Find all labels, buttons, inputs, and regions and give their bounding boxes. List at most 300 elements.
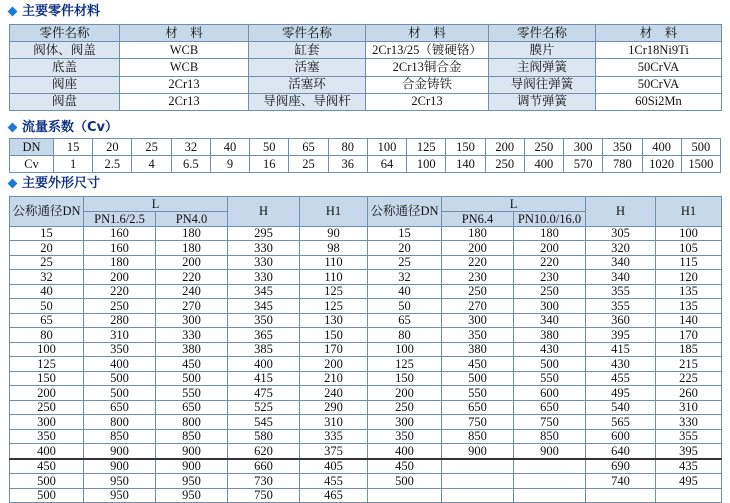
l-pn-subheader-cell: PN6.4 (442, 211, 514, 226)
dim-value-cell: 180 (84, 255, 156, 270)
dim-value-cell: 210 (300, 371, 368, 386)
dim-value-cell: 540 (586, 400, 656, 415)
dn-cell: 15 (10, 226, 84, 241)
dim-value-cell: 270 (156, 299, 228, 314)
material-cell: 2Cr13 (366, 93, 489, 110)
dim-value-cell: 355 (586, 299, 656, 314)
dim-value-cell: 350 (228, 313, 300, 328)
dim-value-cell: 220 (442, 255, 514, 270)
dim-value-cell: 415 (228, 371, 300, 386)
materials-header-row (10, 25, 722, 42)
dn-cell: 450 (10, 459, 84, 474)
dim-value-cell: 380 (442, 342, 514, 357)
dim-value-cell: 110 (300, 270, 368, 285)
diamond-bullet-icon (8, 122, 18, 132)
cv-value-cell: 16 (250, 156, 289, 173)
part-name-cell: 活塞 (249, 59, 366, 76)
dim-value-cell: 850 (84, 429, 156, 444)
cv-label-cell: Cv (10, 156, 54, 173)
dn-value-cell: 300 (564, 139, 603, 156)
dn-cell: 350 (368, 429, 442, 444)
dim-value-cell (442, 474, 514, 489)
dims-row (10, 226, 722, 241)
cv-value-cell: 36 (328, 156, 367, 173)
dn-cell: 300 (368, 415, 442, 430)
dim-value-cell: 950 (156, 474, 228, 489)
dn-cell: 20 (10, 241, 84, 256)
dims-row (10, 488, 722, 503)
dim-value-cell: 500 (84, 371, 156, 386)
dim-value-cell: 355 (586, 284, 656, 299)
dn-cell: 150 (368, 371, 442, 386)
dim-value-cell: 650 (514, 400, 586, 415)
dim-value-cell: 650 (442, 400, 514, 415)
dn-header-cell: 公称通径DN (10, 197, 84, 227)
dn-value-cell: 250 (524, 139, 563, 156)
dn-cell: 300 (10, 415, 84, 430)
dn-value-cell: 500 (681, 139, 720, 156)
dim-value-cell: 580 (228, 429, 300, 444)
dim-value-cell: 330 (156, 328, 228, 343)
material-cell: 2Cr13铜合金 (366, 59, 489, 76)
cv-value-cell: 2.5 (93, 156, 132, 173)
dimensions-table (9, 196, 722, 503)
materials-table (9, 24, 722, 111)
dim-value-cell: 240 (300, 386, 368, 401)
l-pn-subheader-cell: PN10.0/16.0 (514, 211, 586, 226)
dim-value-cell: 310 (656, 400, 722, 415)
dim-value-cell: 500 (442, 371, 514, 386)
part-name-cell: 阀座 (10, 76, 120, 93)
materials-header-cell: 零件名称 (249, 25, 366, 42)
dims-title-text: 主要外形尺寸 (22, 176, 101, 191)
dn-value-cell: 32 (171, 139, 210, 156)
dim-value-cell: 170 (300, 342, 368, 357)
materials-header-cell: 材 料 (596, 25, 722, 42)
dim-value-cell: 360 (586, 313, 656, 328)
dn-value-cell: 200 (485, 139, 524, 156)
dim-value-cell: 900 (84, 444, 156, 459)
material-cell: 50CrVA (596, 59, 722, 76)
diamond-bullet-icon (8, 178, 18, 188)
h-header-cell: H (228, 197, 300, 227)
dim-value-cell: 250 (84, 299, 156, 314)
dim-value-cell: 200 (300, 357, 368, 372)
dim-value-cell: 850 (514, 429, 586, 444)
dn-label-cell: DN (10, 139, 54, 156)
dn-cell: 80 (10, 328, 84, 343)
dim-value-cell: 500 (156, 371, 228, 386)
dim-value-cell: 330 (228, 241, 300, 256)
cv-value-cell: 140 (446, 156, 485, 173)
dn-cell: 350 (10, 429, 84, 444)
dims-row (10, 255, 722, 270)
dim-value-cell: 200 (514, 241, 586, 256)
dim-value-cell: 385 (228, 342, 300, 357)
dim-value-cell: 495 (656, 474, 722, 489)
dn-value-cell: 80 (328, 139, 367, 156)
dn-cell: 15 (368, 226, 442, 241)
dim-value-cell: 400 (84, 357, 156, 372)
dim-value-cell: 380 (514, 328, 586, 343)
material-cell: 2Cr13 (120, 76, 249, 93)
dim-value-cell: 600 (514, 386, 586, 401)
dim-value-cell: 295 (228, 226, 300, 241)
dim-value-cell: 500 (84, 386, 156, 401)
dn-value-cell: 400 (642, 139, 681, 156)
dim-value-cell: 300 (156, 313, 228, 328)
dn-cell: 65 (368, 313, 442, 328)
dim-value-cell: 900 (156, 444, 228, 459)
material-cell: 合金铸铁 (366, 76, 489, 93)
dims-row (10, 444, 722, 459)
dn-value-cell: 20 (93, 139, 132, 156)
cv-value-cell: 4 (132, 156, 171, 173)
dim-value-cell: 180 (514, 226, 586, 241)
dim-value-cell: 525 (228, 400, 300, 415)
dim-value-cell: 180 (442, 226, 514, 241)
flow-section-title (6, 120, 118, 136)
dims-row (10, 241, 722, 256)
material-cell: 60Si2Mn (596, 93, 722, 110)
dn-row (10, 139, 721, 156)
part-name-cell: 阀体、阀盖 (10, 42, 120, 59)
dim-value-cell: 950 (156, 488, 228, 503)
dims-section-title (6, 176, 100, 192)
materials-header-cell: 材 料 (366, 25, 489, 42)
dn-value-cell: 40 (210, 139, 249, 156)
dim-value-cell: 465 (300, 488, 368, 503)
material-cell: 2Cr13 (120, 93, 249, 110)
dim-value-cell: 200 (84, 270, 156, 285)
dims-row (10, 299, 722, 314)
part-name-cell: 主阀弹簧 (489, 59, 596, 76)
dn-cell: 80 (368, 328, 442, 343)
dim-value-cell: 135 (656, 299, 722, 314)
cv-value-cell: 25 (289, 156, 328, 173)
dim-value-cell: 260 (656, 386, 722, 401)
dn-value-cell: 350 (603, 139, 642, 156)
dim-value-cell: 240 (156, 284, 228, 299)
dim-value-cell: 380 (156, 342, 228, 357)
l-header-cell: L (442, 197, 586, 212)
dim-value-cell: 150 (300, 328, 368, 343)
material-cell: 1Cr18Ni9Ti (596, 42, 722, 59)
dim-value-cell: 305 (586, 226, 656, 241)
dim-value-cell: 435 (656, 459, 722, 474)
dim-value-cell (442, 488, 514, 503)
flow-title-text: 流量系数（Cv） (22, 120, 119, 135)
dim-value-cell: 545 (228, 415, 300, 430)
cv-value-cell: 1 (54, 156, 93, 173)
dim-value-cell: 300 (442, 313, 514, 328)
dim-value-cell: 800 (84, 415, 156, 430)
cv-value-cell: 250 (485, 156, 524, 173)
materials-row (10, 93, 722, 110)
dn-cell: 100 (368, 342, 442, 357)
dims-row (10, 415, 722, 430)
materials-row (10, 59, 722, 76)
dim-value-cell (514, 474, 586, 489)
dim-value-cell: 300 (514, 299, 586, 314)
dn-cell: 125 (10, 357, 84, 372)
dim-value-cell: 160 (84, 226, 156, 241)
dn-cell: 200 (368, 386, 442, 401)
dn-cell: 500 (368, 474, 442, 489)
dn-value-cell: 65 (289, 139, 328, 156)
dim-value-cell: 185 (656, 342, 722, 357)
materials-row (10, 42, 722, 59)
dim-value-cell: 900 (156, 459, 228, 474)
dim-value-cell: 230 (514, 270, 586, 285)
dims-row (10, 328, 722, 343)
dim-value-cell: 375 (300, 444, 368, 459)
dim-value-cell: 230 (442, 270, 514, 285)
dims-row (10, 270, 722, 285)
dim-value-cell: 140 (656, 313, 722, 328)
dn-cell: 65 (10, 313, 84, 328)
dim-value-cell (656, 488, 722, 503)
dim-value-cell: 330 (656, 415, 722, 430)
dn-cell: 40 (10, 284, 84, 299)
cv-value-cell: 64 (367, 156, 406, 173)
dim-value-cell: 430 (586, 357, 656, 372)
dim-value-cell: 125 (300, 299, 368, 314)
dn-cell: 40 (368, 284, 442, 299)
dim-value-cell: 220 (156, 270, 228, 285)
part-name-cell: 导阀座、导阀杆 (249, 93, 366, 110)
dn-cell: 50 (368, 299, 442, 314)
part-name-cell: 缸套 (249, 42, 366, 59)
dim-value-cell: 640 (586, 444, 656, 459)
material-cell: WCB (120, 42, 249, 59)
dim-value-cell: 650 (156, 400, 228, 415)
h1-header-cell: H1 (300, 197, 368, 227)
dim-value-cell: 330 (228, 270, 300, 285)
dim-value-cell: 455 (586, 371, 656, 386)
dim-value-cell: 340 (514, 313, 586, 328)
dim-value-cell: 565 (586, 415, 656, 430)
dim-value-cell: 550 (514, 371, 586, 386)
dim-value-cell: 125 (300, 284, 368, 299)
l-pn-subheader-cell: PN1.6/2.5 (84, 211, 156, 226)
dims-row (10, 342, 722, 357)
part-name-cell: 阀盘 (10, 93, 120, 110)
dims-row (10, 357, 722, 372)
cv-value-cell: 9 (210, 156, 249, 173)
dims-row (10, 474, 722, 489)
dim-value-cell: 340 (586, 255, 656, 270)
cv-value-cell: 6.5 (171, 156, 210, 173)
dim-value-cell: 650 (84, 400, 156, 415)
dn-value-cell: 125 (407, 139, 446, 156)
dn-cell: 500 (10, 474, 84, 489)
dim-value-cell: 550 (442, 386, 514, 401)
part-name-cell: 底盖 (10, 59, 120, 76)
part-name-cell: 膜片 (489, 42, 596, 59)
material-cell: 50CrVA (596, 76, 722, 93)
dims-header-row (10, 197, 722, 212)
cv-value-cell: 400 (524, 156, 563, 173)
dim-value-cell: 730 (228, 474, 300, 489)
dn-cell: 150 (10, 371, 84, 386)
materials-section-title (6, 4, 100, 20)
dim-value-cell: 225 (656, 371, 722, 386)
cv-value-cell: 1020 (642, 156, 681, 173)
dn-cell: 400 (368, 444, 442, 459)
dn-cell: 200 (10, 386, 84, 401)
dim-value-cell: 850 (442, 429, 514, 444)
dim-value-cell: 950 (84, 488, 156, 503)
dim-value-cell: 120 (656, 270, 722, 285)
dim-value-cell: 105 (656, 241, 722, 256)
dim-value-cell: 330 (228, 255, 300, 270)
dims-row (10, 386, 722, 401)
dims-row (10, 429, 722, 444)
dim-value-cell: 550 (156, 386, 228, 401)
dim-value-cell: 335 (300, 429, 368, 444)
dim-value-cell: 280 (84, 313, 156, 328)
l-pn-subheader-cell: PN4.0 (156, 211, 228, 226)
dn-cell: 32 (368, 270, 442, 285)
dim-value-cell: 740 (586, 474, 656, 489)
cv-value-cell: 1500 (681, 156, 720, 173)
dim-value-cell: 345 (228, 284, 300, 299)
dim-value-cell: 350 (442, 328, 514, 343)
material-cell: 2Cr13/25（镀硬铬） (366, 42, 489, 59)
dim-value-cell (586, 488, 656, 503)
dim-value-cell: 600 (586, 429, 656, 444)
dim-value-cell: 200 (156, 255, 228, 270)
dn-cell: 20 (368, 241, 442, 256)
dim-value-cell: 750 (228, 488, 300, 503)
part-name-cell: 导阀往弹簧 (489, 76, 596, 93)
dim-value-cell (514, 488, 586, 503)
materials-header-cell: 材 料 (120, 25, 249, 42)
dn-cell: 25 (10, 255, 84, 270)
dim-value-cell: 340 (586, 270, 656, 285)
dim-value-cell: 130 (300, 313, 368, 328)
dim-value-cell: 310 (300, 415, 368, 430)
dim-value-cell: 98 (300, 241, 368, 256)
dim-value-cell: 115 (656, 255, 722, 270)
h-header-cell: H (586, 197, 656, 227)
dim-value-cell: 950 (84, 474, 156, 489)
diamond-bullet-icon (8, 6, 18, 16)
dn-cell (368, 488, 442, 503)
dim-value-cell: 395 (586, 328, 656, 343)
dim-value-cell: 800 (156, 415, 228, 430)
dim-value-cell: 620 (228, 444, 300, 459)
dims-row (10, 400, 722, 415)
dim-value-cell (514, 459, 586, 474)
dim-value-cell: 170 (656, 328, 722, 343)
dim-value-cell: 100 (656, 226, 722, 241)
dim-value-cell: 290 (300, 400, 368, 415)
dim-value-cell: 200 (442, 241, 514, 256)
dn-cell: 100 (10, 342, 84, 357)
dim-value-cell: 450 (442, 357, 514, 372)
h1-header-cell: H1 (656, 197, 722, 227)
dn-cell: 25 (368, 255, 442, 270)
dn-value-cell: 15 (54, 139, 93, 156)
dim-value-cell: 365 (228, 328, 300, 343)
dim-value-cell: 405 (300, 459, 368, 474)
dim-value-cell: 450 (156, 357, 228, 372)
material-cell: WCB (120, 59, 249, 76)
cv-value-cell: 570 (564, 156, 603, 173)
dim-value-cell: 250 (514, 284, 586, 299)
dn-cell: 250 (10, 400, 84, 415)
dn-value-cell: 25 (132, 139, 171, 156)
dim-value-cell: 320 (586, 241, 656, 256)
dim-value-cell: 345 (228, 299, 300, 314)
dim-value-cell: 500 (514, 357, 586, 372)
dims-row (10, 313, 722, 328)
dim-value-cell: 220 (514, 255, 586, 270)
materials-title-text: 主要零件材料 (22, 4, 101, 19)
dims-body (10, 226, 722, 503)
dim-value-cell: 475 (228, 386, 300, 401)
dim-value-cell: 455 (300, 474, 368, 489)
dim-value-cell: 750 (442, 415, 514, 430)
dim-value-cell: 270 (442, 299, 514, 314)
dn-value-cell: 100 (367, 139, 406, 156)
dim-value-cell: 135 (656, 284, 722, 299)
dims-row (10, 371, 722, 386)
dim-value-cell: 495 (586, 386, 656, 401)
dim-value-cell: 110 (300, 255, 368, 270)
dn-cell: 450 (368, 459, 442, 474)
materials-row (10, 76, 722, 93)
cv-value-cell: 100 (407, 156, 446, 173)
dn-cell: 250 (368, 400, 442, 415)
dn-cell: 32 (10, 270, 84, 285)
l-header-cell: L (84, 197, 228, 212)
dim-value-cell: 900 (514, 444, 586, 459)
dn-cell: 50 (10, 299, 84, 314)
dim-value-cell: 180 (156, 241, 228, 256)
dn-cell: 125 (368, 357, 442, 372)
dim-value-cell: 310 (84, 328, 156, 343)
dim-value-cell: 215 (656, 357, 722, 372)
dim-value-cell: 395 (656, 444, 722, 459)
dn-cell: 500 (10, 488, 84, 503)
dn-cell: 400 (10, 444, 84, 459)
dim-value-cell: 415 (586, 342, 656, 357)
dn-header-cell: 公称通径DN (368, 197, 442, 227)
dim-value-cell: 250 (442, 284, 514, 299)
dims-row (10, 459, 722, 474)
dim-value-cell: 355 (656, 429, 722, 444)
dims-row (10, 284, 722, 299)
cv-value-cell: 780 (603, 156, 642, 173)
dim-value-cell: 220 (84, 284, 156, 299)
dim-value-cell: 90 (300, 226, 368, 241)
dim-value-cell: 850 (156, 429, 228, 444)
dim-value-cell: 900 (442, 444, 514, 459)
part-name-cell: 调节弹簧 (489, 93, 596, 110)
dim-value-cell: 430 (514, 342, 586, 357)
flow-coefficient-table (9, 138, 721, 173)
part-name-cell: 活塞环 (249, 76, 366, 93)
dim-value-cell: 350 (84, 342, 156, 357)
dim-value-cell: 160 (84, 241, 156, 256)
dn-value-cell: 50 (250, 139, 289, 156)
dim-value-cell: 180 (156, 226, 228, 241)
dim-value-cell (442, 459, 514, 474)
dim-value-cell: 750 (514, 415, 586, 430)
